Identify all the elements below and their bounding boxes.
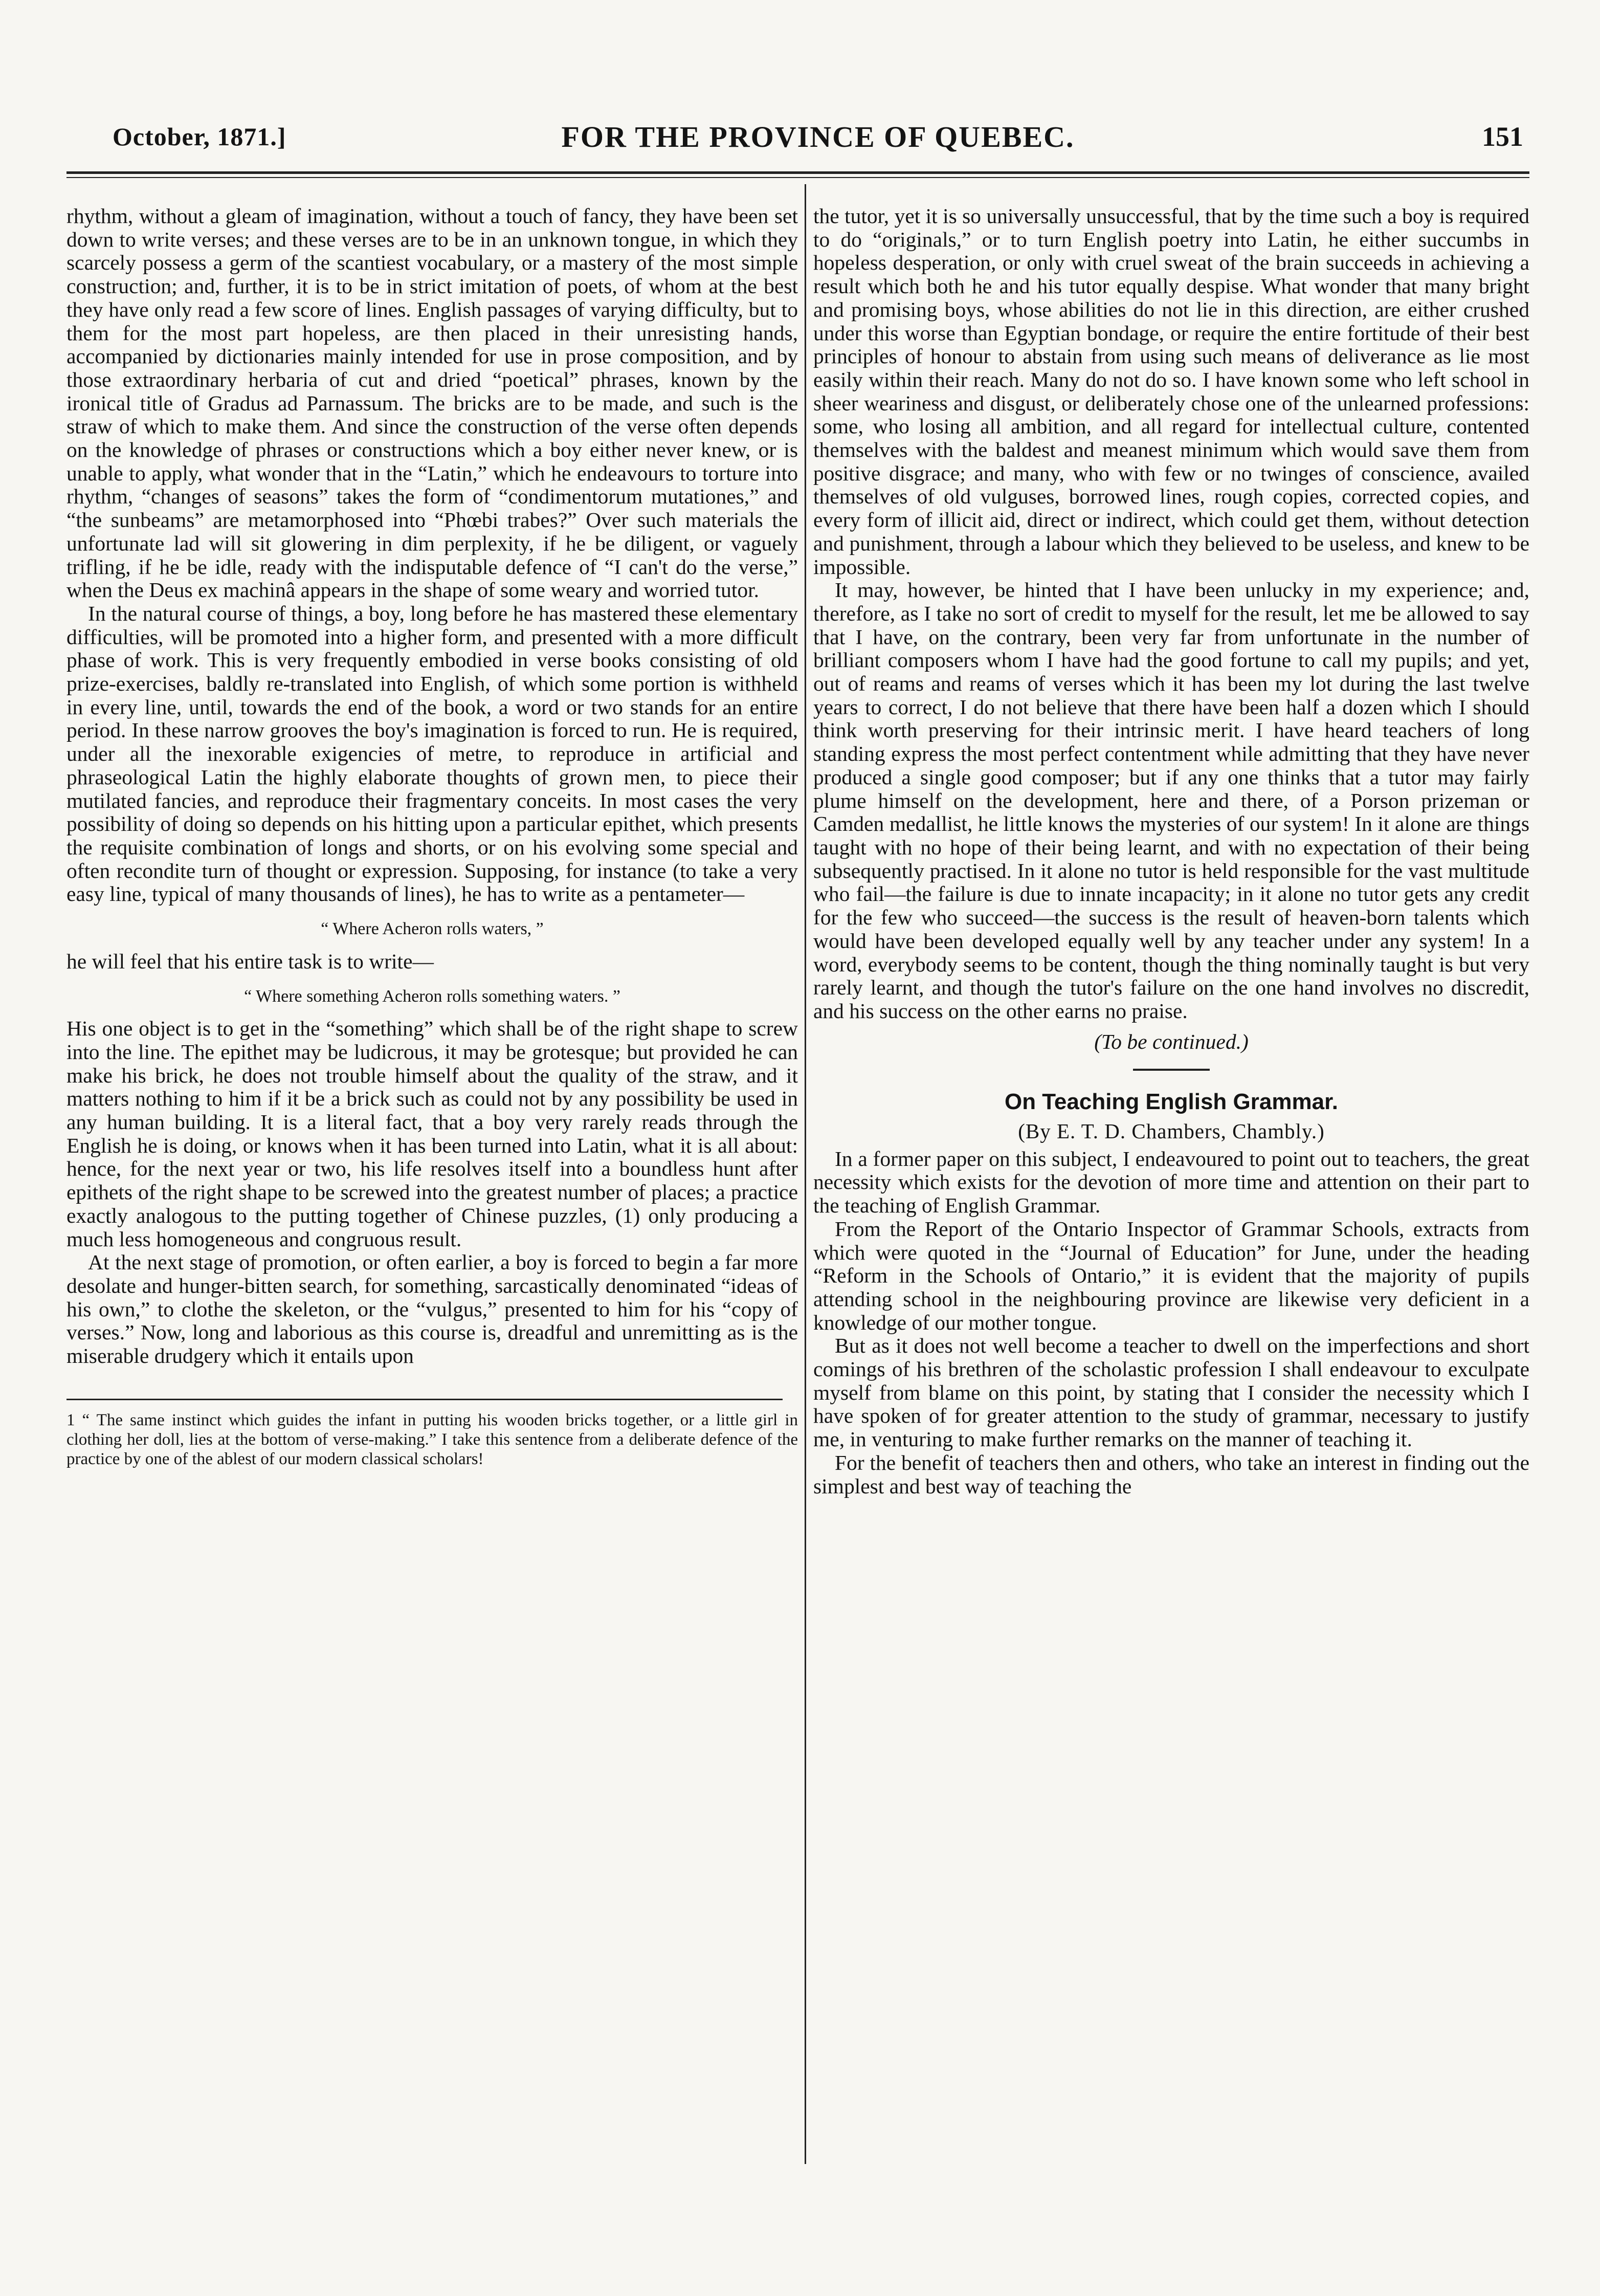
left-paragraph-2: In the natural course of things, a boy, long before he has mastered these elementary difficulties, will be promoted into a higher form, and presented with a more difficult phase of work. This is very frequently embodied in verse books consisting of old prize-exercises, baldly re-translated into English, of which some portion is withheld in every line, until, towards the end of the book, a word or two stands for an entire period. In these narrow grooves the boy's imagination is forced to run. He is required, under all the inexorable exigencies of metre, to reproduce in artificial and phraseological Latin the highly elaborate thoughts of grown men, to piece their mutilated fancies, and reproduce their fragmentary conceits. In most cases the very possibility of doing so depends on his hitting upon a particular epithet, which presents the requisite combination of longs and shorts, or on his evolving some special and often recondite turn of thought or expression. Supposing, for instance (to take a very easy line, typical of many thousands of lines), he has to write as a pentameter— [66, 601, 798, 906]
article-paragraph-4: For the benefit of teachers then and others, who take an interest in finding out the simplest and best way of teaching the [813, 1450, 1529, 1498]
header-title: FOR THE PROVINCE OF QUEBEC. [561, 120, 1075, 153]
article-title: On Teaching English Grammar. [1004, 1089, 1338, 1115]
left-paragraph-4: His one object is to get in the “something” which shall be of the right shape to screw into the line. The epithet may be ludicrous, it may be grotesque; but provided he can make his brick, he does not trouble himself about the quality of the straw, and it matters nothing to him if it be a brick such as could not by any possibility be used in any human building. It is a literal fact, that a boy very rarely reads through the English he is doing, or knows when it has been turned into Latin, what it is all about: hence, for the next year or two, his life resolves itself into a boundless hunt after epithets of the right shape to be screwed into the greatest number of places; a practice exactly analogous to the putting together of Chinese puzzles, (1) only producing a much less homogeneous and congruous result. [66, 1017, 798, 1251]
footnote: 1 “ The same instinct which guides the infant in putting his wooden bricks together, or a little girl in clothing her doll, lies at the bottom of verse-making.” I take this sentence from a deliberate defence of the practice by one of the ablest of our modern classical scholars! [66, 1410, 798, 1468]
to-be-continued: (To be continued.) [1094, 1029, 1249, 1053]
running-header [113, 117, 1523, 163]
article-paragraph-1: In a former paper on this subject, I endeavoured to point out to teachers, the great necessity which exists for the devotion of more time and attention on their part to the teaching of English Grammar. [813, 1146, 1529, 1218]
left-paragraph-5: At the next stage of promotion, or often earlier, a boy is forced to begin a far more desolate and hunger-bitten search, for something, sarcastically denominated “ideas of his own,” to clothe the skeleton, or the “vulgus,” presented to him for his “copy of verses.” Now, long and laborious as this course is, dreadful and unremitting as is the miserable drudgery which it entails upon [66, 1250, 798, 1368]
header-rule-top [66, 171, 1529, 174]
article-paragraph-3: But as it does not well become a teacher to dwell on the imperfections and short comings of his brethren of the scholastic profession I shall endeavour to exculpate myself from blame on this point, by stating that I consider the necessity which I have spoken of for greater attention to the study of grammar, necessary to justify me, in venturing to make further remarks on the manner of teaching it. [813, 1334, 1529, 1451]
right-paragraph-1: the tutor, yet it is so universally unsuccessful, that by the time such a boy is required to do “originals,” or to turn English poetry into Latin, he either succumbs in hopeless desperation, or only with cruel sweat of the brain succeeds in achieving a result which both he and his tutor equally despise. What wonder that many bright and promising boys, whose abilities do not lie in this direction, are either crushed under this worse than Egyptian bondage, or require the entire fortitude of their best principles of honour to abstain from using such means of deliverance as lie most easily within their reach. Many do not do so. I have known some who left school in sheer weariness and disgust, or deliberately chose one of the unlearned professions: some, who losing all ambition, and all regard for intellectual culture, contented themselves with the baldest and meanest minimum which would save them from positive disgrace; and many, who with few or no twinges of conscience, availed themselves of old vulguses, borrowed lines, rough copies, corrected copies, and every form of illicit aid, direct or indirect, which could get them, without detection and punishment, through a labour which they believed to be useless, and knew to be impossible. [813, 204, 1529, 579]
section-divider [1133, 1069, 1210, 1071]
verse-quote-2: “ Where something Acheron rolls something waters. ” [244, 986, 620, 1006]
page-number: 151 [1482, 121, 1523, 152]
right-column [813, 205, 1529, 1498]
left-paragraph-3: he will feel that his entire task is to write— [66, 949, 434, 973]
header-date: October, 1871.] [113, 122, 286, 151]
right-paragraph-2: It may, however, be hinted that I have been unlucky in my experience; and, therefore, as I take no sort of credit to myself for the result, let me be allowed to say that I have, on the contrary, been very far from unfortunate in the number of brilliant composers whom I have had the good fortune to call my pupils; and yet, out of reams and reams of verses which it has been my lot during the last twelve years to correct, I do not believe that there have been half a dozen which I should think worth preserving for their intrinsic merit. I have heard teachers of long standing express the most perfect contentment while admitting that they have never produced a single good composer; but if any one thinks that a tutor may fairly plume himself on the development, here and there, of a Porson prizeman or Camden medallist, he little knows the mysteries of our system! In it alone are things taught with no hope of their being learnt, and with no expectation of their being subsequently practised. In it alone no tutor is held responsible for the vast multitude who fail—the failure is due to innate incapacity; in it alone no tutor gets any credit for the few who succeed—the success is the result of heaven-born talents which would have been developed equally well by any teacher under any system! In a word, everybody seems to be content, though the thing nominally taught is but very rarely learnt, and though the tutor's failure on the one hand involves no discredit, and his success on the other earns no praise. [813, 578, 1529, 1023]
article-paragraph-2: From the Report of the Ontario Inspector of Grammar Schools, extracts from which were quoted in the “Journal of Education” for June, under the heading “Reform in the Schools of Ontario,” it is evident that the majority of pupils attending school in the neighbouring province are likewise very deficient in a knowledge of our mother tongue. [813, 1217, 1529, 1334]
column-divider [805, 184, 806, 2164]
article-byline: (By E. T. D. Chambers, Chambly.) [1018, 1119, 1325, 1143]
header-rule-bottom [66, 177, 1529, 178]
left-column [66, 205, 798, 1469]
left-paragraph-1: rhythm, without a gleam of imagination, without a touch of fancy, they have been set down to write verses; and these verses are to be in an unknown tongue, in which they scarcely possess a germ of the scantiest vocabulary, or a mastery of the most simple construction; and, further, it is to be in strict imitation of poets, of whom at the best they have only read a few score of lines. English passages of varying difficulty, but to them for the most part hopeless, are then placed in their unresisting hands, accompanied by dictionaries mainly intended for use in prose composition, and by those extraordinary herbaria of cut and dried “poetical” phrases, known by the ironical title of Gradus ad Parnassum. The bricks are to be made, and such is the straw of which to make them. And since the construction of the verse often depends on the knowledge of phrases or constructions which a boy either never knew, or is unable to apply, what wonder that in the “Latin,” which he endeavours to torture into rhythm, “changes of seasons” takes the form of “condimentorum mutationes,” and “the sunbeams” are metamorphosed into “Phœbi trabes?” Over such materials the unfortunate lad will sit glowering in dim perplexity, if he be diligent, or vaguely trifling, if he be idle, ready with the indisputable defence of “I can't do the verse,” when the Deus ex machinâ appears in the shape of some weary and worried tutor. [66, 204, 798, 602]
verse-quote-1: “ Where Acheron rolls waters, ” [321, 919, 544, 939]
footnote-rule [66, 1399, 783, 1400]
